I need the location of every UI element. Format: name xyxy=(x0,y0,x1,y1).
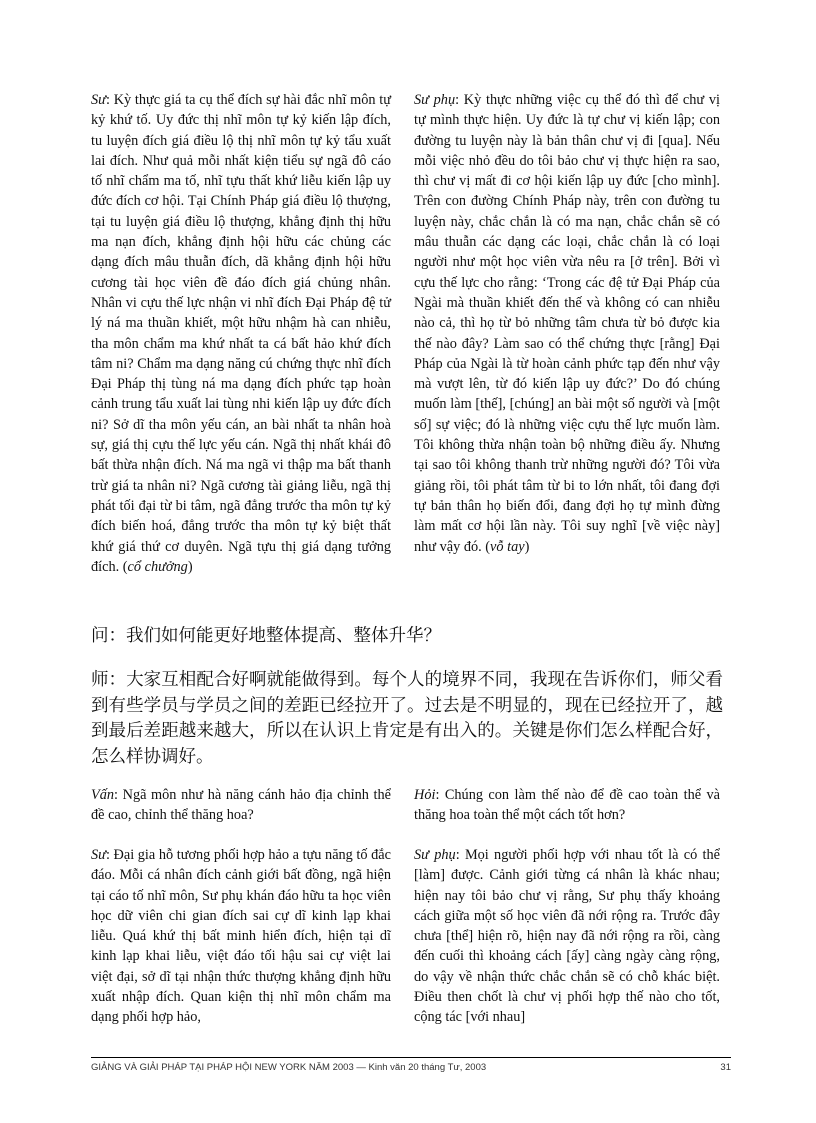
footer-divider xyxy=(91,1057,731,1058)
applause-note: vỗ tay xyxy=(490,538,525,555)
paragraph-master-vietnamese: Sư phụ: Kỳ thực những việc cụ thể đó thì để chư vị tự mình thực hiện. Uy đức là tự chư vị kiến lập; con đường tu luyện này là bản thân chư vị đi [qua]. Nếu mỗi việc nhỏ đều do tôi bảo chư vị thực hiện ra sao, thì chư vị mất đi cơ hội kiến lập uy đức [cho mình]. Trên con đường Chính Pháp này, trên con đường tu luyện này, chắc chắn là có ma nạn, chắc chắn sẽ có mâu thuẫn các dạng các loại, chắc chắn là có loại người như một học viên vừa nêu ra [ở trên]. Bởi vì cựu thế lực cho rằng: ‘Trong các đệ tử Đại Pháp của Ngài mà thuần khiết đến thế và không có can nhiễu nào cả, thì họ từ bỏ những tâm chưa từ bỏ được kia thế nào đây? Làm sao có thể chứng thực [rằng] Đại Pháp của Ngài là từ hoàn cảnh phức tạp đến như vậy mà vượt lên, từ đó kiến lập uy đức?’ Do đó chúng muốn làm [thế], [chúng] an bài một số người và [một số] sự việc; đó là những việc cựu thế lực muốn làm. Tôi không thừa nhận toàn bộ những điều ấy. Nhưng tại sao tôi không thanh trừ những người đó? Tôi vừa giảng rồi, tôi phát tâm từ bi to lớn nhất, tôi đang đợi tự bản thân họ biến đổi, đang đợi họ tự mình đừng làm mất cơ hội lần này. Tôi suy nghĩ [về việc này] như vậy đó. (vỗ tay) xyxy=(414,92,720,555)
answer-transliteration: Sư: Đại gia hỗ tương phối hợp hảo a tựu năng tố đắc đáo. Mỗi cá nhân đích cảnh giới bất đồng, ngã hiện tại cáo tố nhĩ môn, Sư phụ khán đáo hữu ta học viên học dữ viên chi gian đích sai cự dĩ kinh lạp khai liễu. Quá khứ thị bất minh hiển đích, hiện tại dĩ kinh lạp khai liễu, việt đáo tối hậu sai cự việt lai việt đại, sở dĩ tại nhận thức thượng khẳng định hữu xuất nhập đích. Quan kiện thị nhĩ môn chẩm ma dạng phối hợp hảo, xyxy=(91,847,391,1026)
speaker-label: Sư xyxy=(91,92,106,108)
right-column-top xyxy=(414,90,720,557)
footer-title: GIẢNG VÀ GIẢI PHÁP TẠI PHÁP HỘI NEW YORK NĂM 2003 — Kinh văn 20 tháng Tư, 2003 xyxy=(91,1062,487,1073)
paragraph-master-transliteration: Sư: Kỳ thực giá ta cụ thể đích sự hài đắc nhĩ môn tự kỷ khứ tố. Uy đức thị nhĩ môn tự kỷ kiến lập đích, tu luyện đích giá điều lộ thị nhĩ môn tự kỷ tẩu xuất lai đích. Như quả mỗi nhất kiện tiểu sự ngã đô cáo tố nhĩ chẩm ma tố, nhĩ tựu thất khứ liễu kiến lập uy đức đích cơ hội. Tại Chính Pháp giá điều lộ thượng, tại tu luyện giá điều lộ thượng, khẳng định thị hữu ma nạn đích, khẳng định hội hữu các chủng các dạng đích mâu thuẫn đích, dã khẳng định hội hữu cương tài học viên đề đáo đích giá chủng nhân. Nhân vi cựu thế lực nhận vi nhĩ đích Đại Pháp đệ tử lý ná ma thuần khiết, một hữu nhậm hà can nhiễu, tha môn chẩm ma khứ nhất ta cá bất hảo khứ đích tâm ni? Chẩm ma dạng năng cú chứng thực nhĩ đích Đại Pháp thị tùng ná ma dạng đích phức tạp hoàn cảnh trung tẩu xuất lai tùng nhi kiến lập uy đức đích ni? Sở dĩ tha môn yếu cán, an bài nhất ta nhân hoà sự, giá thị cựu thế lực yếu cán. Ngã thị nhất khái đô bất thừa nhận đích. Ná ma ngã vi thập ma bất thanh trừ giá ta nhân ni? Ngã cương tài giảng liễu, ngã thị phát tối đại từ bi tâm, ngã đẳng trước tha môn tự kỷ đích biến hoá, đẳng trước tha môn tự kỷ biệt thất khứ giá thứ cơ duyên. Ngã tựu thị giá dạng tưởng đích. (cổ chưởng) xyxy=(91,92,391,575)
page-footer xyxy=(91,1062,731,1073)
speaker-label: Vấn xyxy=(91,787,115,803)
speaker-label: Sư phụ xyxy=(414,92,456,108)
speaker-label: Sư xyxy=(91,847,106,863)
left-column-answer xyxy=(91,845,391,1028)
question-transliteration: Vấn: Ngã môn như hà năng cánh hảo địa chỉnh thể đề cao, chỉnh thể thăng hoa? xyxy=(91,787,391,824)
answer-vietnamese: Sư phụ: Mọi người phối hợp với nhau tốt là có thể [làm] được. Cảnh giới từng cá nhân là khác nhau; hiện nay tôi bảo chư vị rằng, Sư phụ thấy khoảng cách giữa một số học viên đã nới rộng ra. Trước đây chưa [thể] hiện rõ, hiện nay đã nới rộng ra rồi, càng đến cuối thì khoảng cách [ấy] càng ngày càng rộng, do vậy về nhận thức chắc chắn sẽ có chỗ khác biệt. Điều then chốt là chư vị phối hợp thế nào cho tốt, cộng tác [với nhau] xyxy=(414,847,721,1026)
question-vietnamese: Hỏi: Chúng con làm thế nào để đề cao toàn thể và thăng hoa toàn thể một cách tốt hơn? xyxy=(414,787,720,824)
chinese-question: 问：我们如何能更好地整体提高、整体升华？ xyxy=(91,626,441,646)
right-column-answer xyxy=(414,845,720,1028)
page-number: 31 xyxy=(720,1062,731,1073)
paragraph-text: : Kỳ thực giá ta cụ thể đích sự hài đắc nhĩ môn tự kỷ khứ tố. Uy đức thị nhĩ môn tự kỷ kiến lập đích, tu luyện đích giá điều lộ thị nhĩ môn tự kỷ tẩu xuất lai đích. Như quả mỗi nhất kiện tiểu sự ngã đô cáo tố nhĩ chẩm ma tố, nhĩ tựu thất khứ liễu kiến lập uy đức đích cơ hội. Tại Chính Pháp giá điều lộ thượng, tại tu luyện giá điều lộ thượng, khẳng định thị hữu ma nạn đích, khẳng định hội hữu các chủng các dạng đích mâu thuẫn đích, dã khẳng định hội hữu cương tài học viên đề đáo đích giá chủng nhân. Nhân vi cựu thế lực nhận vi nhĩ đích Đại Pháp đệ tử lý ná ma thuần khiết, một hữu nhậm hà can nhiễu, tha môn chẩm ma khứ nhất ta cá bất hảo khứ đích tâm ni? Chẩm ma dạng năng cú chứng thực nhĩ đích Đại Pháp thị tùng ná ma dạng đích phức tạp hoàn cảnh trung tẩu xuất lai tùng nhi kiến lập uy đức đích ni? Sở dĩ tha môn yếu cán, an bài nhất ta nhân hoà sự, giá thị cựu thế lực yếu cán. Ngã thị nhất khái đô bất thừa nhận đích. Ná ma ngã vi thập ma bất thanh trừ giá ta nhân ni? Ngã cương tài giảng liễu, ngã thị phát tối đại từ bi tâm, ngã đẳng trước tha môn tự kỷ đích biến hoá, đẳng trước tha môn tự kỷ biệt thất khứ giá thứ cơ duyên. Ngã tựu thị giá dạng tưởng đích. ( xyxy=(91,92,391,575)
right-column-question xyxy=(414,785,720,826)
paragraph-text: : Kỳ thực những việc cụ thể đó thì để chư vị tự mình thực hiện. Uy đức là tự chư vị kiến lập; con đường tu luyện này là bản thân chư vị đi [qua]. Nếu mỗi việc nhỏ đều do tôi bảo chư vị thực hiện ra sao, thì chư vị mất đi cơ hội kiến lập uy đức [cho mình]. Trên con đường Chính Pháp này, trên con đường tu luyện này, chắc chắn là có ma nạn, chắc chắn sẽ có mâu thuẫn các dạng các loại, chắc chắn là có loại người như một học viên vừa nêu ra [ở trên]. Bởi vì cựu thế lực cho rằng: ‘Trong các đệ tử Đại Pháp của Ngài mà thuần khiết đến thế và không có can nhiễu nào cả, thì họ từ bỏ những tâm chưa từ bỏ được kia thế nào đây? Làm sao có thể chứng thực [rằng] Đại Pháp của Ngài là từ hoàn cảnh phức tạp đến như vậy mà vượt lên, từ đó kiến lập uy đức?’ Do đó chúng muốn làm [thế], [chúng] an bài một số người và [một số] sự việc; đó là những việc cựu thế lực muốn làm. Tôi không thừa nhận toàn bộ những điều ấy. Nhưng tại sao tôi không thanh trừ những người đó? Tôi vừa giảng rồi, tôi phát tâm từ bi to lớn nhất, tôi đang đợi tự bản thân họ biến đổi, đang đợi họ tự mình đừng làm mất cơ hội lần này. Tôi suy nghĩ [về việc này] như vậy đó. ( xyxy=(414,92,720,555)
chinese-answer: 师：大家互相配合好啊就能做得到。每个人的境界不同，我现在告诉你们，师父看到有些学员与学员之间的差距已经拉开了。过去是不明显的，现在已经拉开了，越到最后差距越来越大，所以在认识上肯定是有出入的。关键是你们怎么样配合好，怎么样协调好。 xyxy=(91,670,723,767)
speaker-label: Hỏi xyxy=(414,787,436,803)
applause-note: cổ chưởng xyxy=(127,558,188,575)
speaker-label: Sư phụ xyxy=(414,847,456,863)
left-column-question xyxy=(91,785,391,826)
left-column-top xyxy=(91,90,391,577)
